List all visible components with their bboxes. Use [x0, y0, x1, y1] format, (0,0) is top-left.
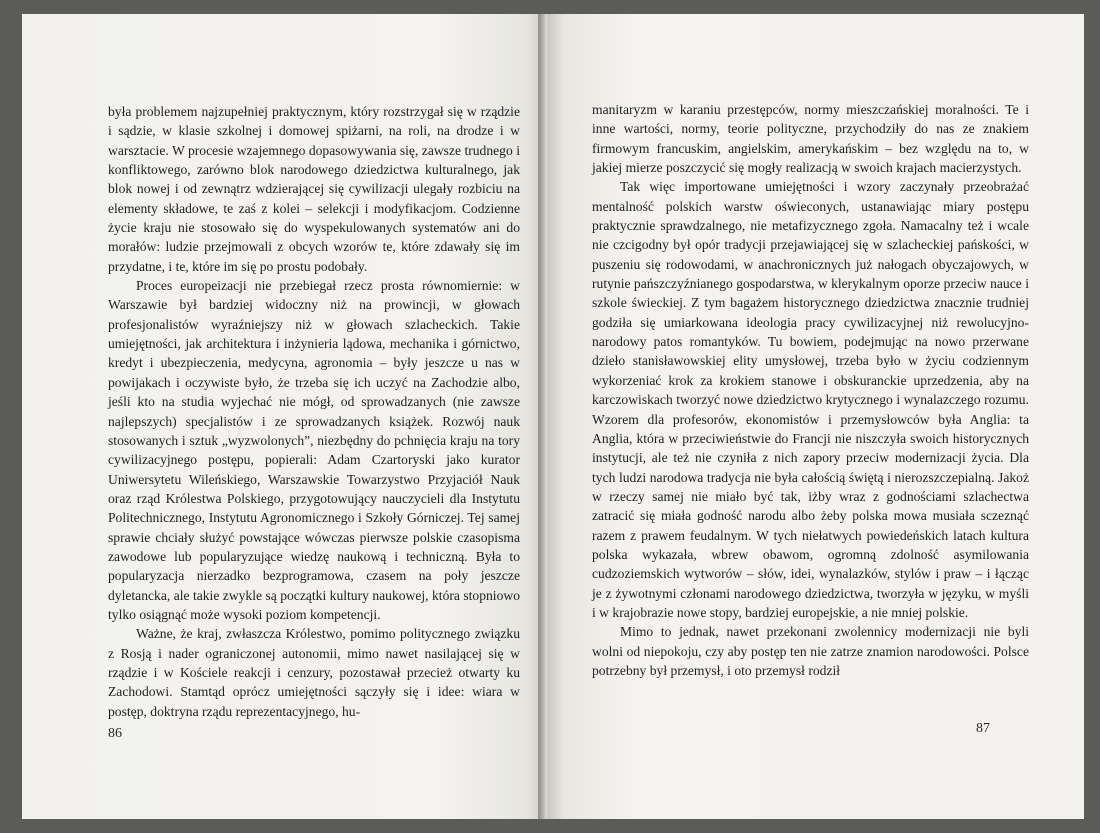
left-page	[22, 14, 542, 819]
paragraph: manitaryzm w karaniu przestępców, normy mieszczańskiej moralności. Te i inne wartości, normy, teorie polityczne, przychodziły do nas ze znakiem firmowym francuskim, angielskim, amerykańskim – bez względu na to, w jakiej mierze poszczycić się mogły realizacją w swoich krajach macierzystych.	[592, 102, 1029, 176]
paragraph: Tak więc importowane umiejętności i wzory zaczynały przeobrażać mentalność polskich warstw oświeconych, ustanawiając miary postępu praktycznie sprawdzalnego, nie metafizycznego zgoła. Namacalny też i wcale nie czcigodny był opór tradycji przejawiającej się w szlacheckiej pańskości, w puszeniu się rodowodami, w anachronicznych już nałogach obyczajowych, w rutynie pańszczyźnianego gospodarstwa, w klerykalnym oporze przeciw nauce i szkole świeckiej. Z tym bagażem historycznego dziedzictwa znacznie trudniej godziła się umiarkowana ideologia pracy cywilizacyjnej niż rewolucyjno-narodowy patos romantyków. Tu bowiem, podejmując na nowo przerwane dzieło stanisławowskiej elity umysłowej, trzeba było w życiu codziennym wykorzeniać krok za krokiem stanowe i obskuranckie uprzedzenia, aby na karczowiskach tworzyć nowe dziedzictwo krytycznego i wynalazczego rozumu. Wzorem dla profesorów, ekonomistów i przemysłowców była Anglia: ta Anglia, która w przeciwieństwie do Francji nie niszczyła swoich historycznych instytucji, ale też nie czyniła z nich zapory przeciw modernizacji życia. Dla tych ludzi narodowa tradycja nie była całością świętą i nierozszczepialną. Jakoż w rzeczy samej nie miało być tak, iżby wraz z godnościami szlachectwa zatracić się miała godność narodu albo żeby polska mowa musiała sczeznąć razem z prawem feudalnym. W tych niełatwych powiedeńskich latach kultura polska wykazała, wbrew obawom, ogromną zdolność asymilowania cudzoziemskich wytworów – słów, idei, wynalazków, stylów i praw – i łącząc je z żywotnymi członami narodowego dziedzictwa, tworzyła w języku, w myśli i w krajobrazie nowe stopy, bardziej europejskie, a nie mniej polskie.	[592, 179, 1029, 620]
page-number: 86	[108, 726, 122, 741]
page-number: 87	[976, 721, 990, 736]
paragraph: Proces europeizacji nie przebiegał rzecz prosta równomiernie: w Warszawie był bardziej widoczny niż na prowincji, w głowach profesjonalistów wyraźniejszy niż w głowach szlacheckich. Takie umiejętności, jak architektura i inżynieria lądowa, mechanika i górnictwo, kredyt i ubezpieczenia, medycyna, agronomia – były jeszcze u nas w powijakach i oczywiste było, że trzeba się ich uczyć na Zachodzie albo, jeśli kto na studia wyjechać nie mógł, od sprowadzanych (nie zawsze najlepszych) specjalistów i ze sprowadzanych książek. Rozwój nauk stosowanych i sztuk „wyzwolonych”, niezbędny do pchnięcia kraju na tory cywilizacyjnego postępu, popierali: Adam Czartoryski jako kurator Uniwersytetu Wileńskiego, Warszawskie Towarzystwo Przyjaciół Nauk oraz rząd Królestwa Polskiego, przygotowujący nauczycieli dla Instytutu Politechnicznego, Instytutu Agronomicznego i Szkoły Górniczej. Tej samej sprawie chciały służyć powstające wówczas pierwsze polskie czasopisma zawodowe lub popularyzujące wiedzę naukową i techniczną. Była to popularyzacja nierzadko bezprogramowa, czasem na poły jeszcze dyletancka, ale takie zwykle są początki kultury naukowej, która stopniowo tylko osiągnąć może wysoki poziom kompetencji.	[108, 278, 520, 622]
right-page-text	[592, 100, 1029, 680]
paragraph: była problemem najzupełniej praktycznym, który rozstrzygał się w rządzie i sądzie, w klasie szkolnej i domowej spiżarni, na roli, na drodze i w warsztacie. W procesie wzajemnego dopasowywania się, zawsze trudnego i konfliktowego, zarówno blok narodowego dziedzictwa kulturalnego, jak blok nowej i od zewnątrz wdzierającej się cywilizacji ulegały rozbiciu na elementy składowe, te zaś z kolei – selekcji i modyfikacjom. Codzienne życie kraju nie stosowało się do wyspekulowanych systematów ani do morałów: ludzie przejmowali z obcych wzorów te, które zdawały się im przydatne, i te, które im się po prostu podobały.	[108, 104, 520, 274]
paragraph: Ważne, że kraj, zwłaszcza Królestwo, pomimo politycznego związku z Rosją i nader ograniczonej autonomii, mimo nawet nasilającej się w rządzie i w Kościele reakcji i cenzury, pozostawał przecież otwarty ku Zachodowi. Stamtąd oprócz umiejętności sączyły się i idee: wiara w postęp, doktryna rządu reprezentacyjnego, hu-	[108, 626, 520, 719]
right-page	[548, 14, 1084, 819]
left-page-text	[108, 102, 520, 721]
paragraph: Mimo to jednak, nawet przekonani zwolennicy modernizacji nie byli wolni od niepokoju, czy aby postęp ten nie zatrze znamion narodowości. Polsce potrzebny był przemysł, i oto przemysł rodził	[592, 624, 1029, 678]
